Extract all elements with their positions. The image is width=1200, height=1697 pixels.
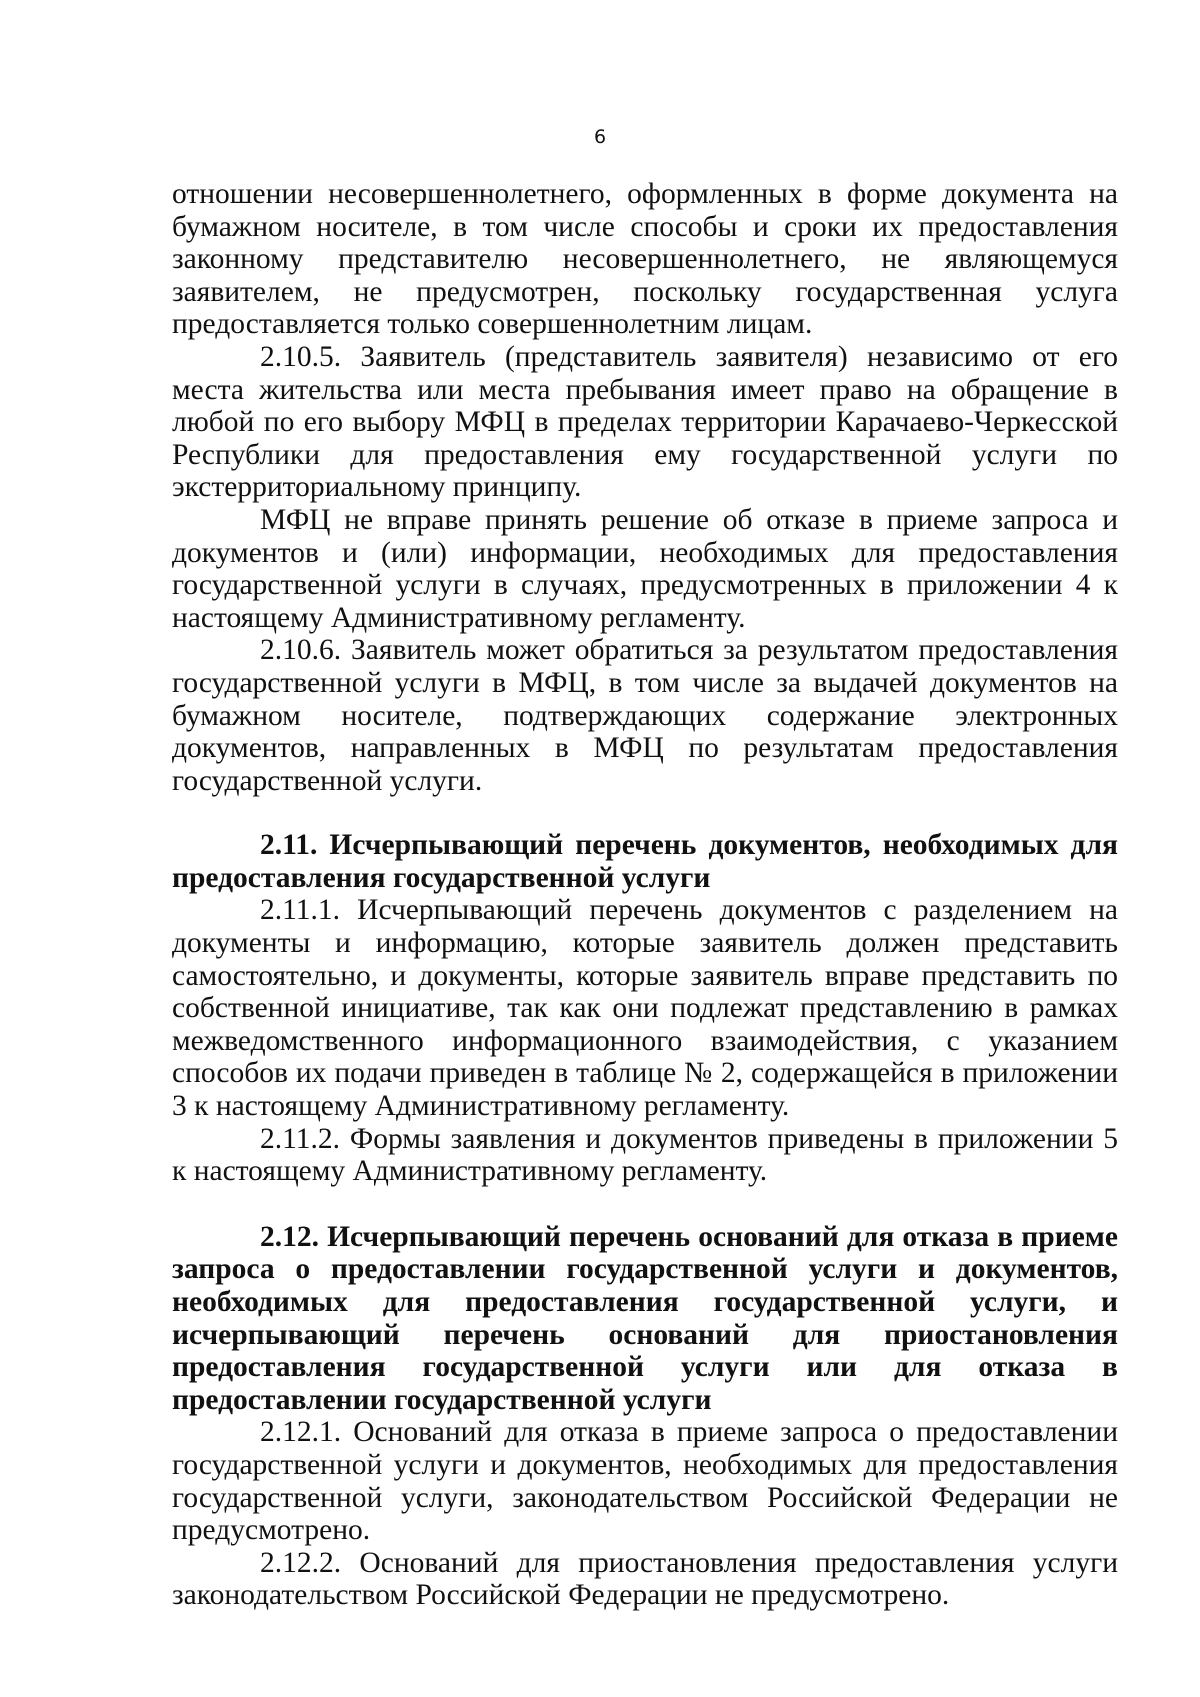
paragraph-2-12-1: 2.12.1. Оснований для отказа в приеме запроса о предоставлении государственной услуги и документов, необходимых для предоставления государственной услуги, законодательством Российской Федерации не предусмотрено. bbox=[172, 1416, 1118, 1547]
page-number: 6 bbox=[593, 126, 607, 148]
section-heading-2-12: 2.12. Исчерпывающий перечень оснований для отказа в приеме запроса о предоставлении государственной услуги и документов, необходимых для предоставления государственной услуги, и исчерпывающий перечень оснований для приостановления предоставления государственной услуги или для отказа в предоставлении государственной услуги bbox=[172, 1220, 1118, 1416]
paragraph-2-12-2: 2.12.2. Оснований для приостановления предоставления услуги законодательством Российской Федерации не предусмотрено. bbox=[172, 1546, 1118, 1612]
paragraph-2-10-5: 2.10.5. Заявитель (представитель заявителя) независимо от его места жительства или места пребывания имеет право на обращение в любой по его выбору МФЦ в пределах территории Карачаево-Черкесской Республики для предоставления ему государственной услуги по экстерриториальному принципу. bbox=[172, 340, 1118, 504]
section-heading-2-11: 2.11. Исчерпывающий перечень документов, необходимых для предоставления государственной услуги bbox=[172, 829, 1118, 894]
paragraph-2-10-6: 2.10.6. Заявитель может обратиться за результатом предоставления государственной услуги в МФЦ, в том числе за выдачей документов на бумажном носителе, подтверждающих содержание электронных документов, направленных в МФЦ по результатам предоставления государственной услуги. bbox=[172, 634, 1118, 797]
paragraph-continuation: отношении несовершеннолетнего, оформленных в форме документа на бумажном носителе, в том числе способы и сроки их предоставления законному представителю несовершеннолетнего, не являющемуся заявителем, не предусмотрен, поскольку государственная услуга предоставляется только совершеннолетним лицам. bbox=[172, 178, 1118, 341]
paragraph-mfc-refusal: МФЦ не вправе принять решение об отказе в приеме запроса и документов и (или) информации, необходимых для предоставления государственной услуги в случаях, предусмотренных в приложении 4 к настоящему Административному регламенту. bbox=[172, 503, 1118, 634]
document-body bbox=[172, 178, 1118, 1612]
paragraph-2-11-2: 2.11.2. Формы заявления и документов приведены в приложении 5 к настоящему Административному регламенту. bbox=[172, 1122, 1118, 1188]
paragraph-2-11-1: 2.11.1. Исчерпывающий перечень документов с разделением на документы и информацию, которые заявитель должен представить самостоятельно, и документы, которые заявитель вправе представить по собственной инициативе, так как они подлежат представлению в рамках межведомственного информационного взаимодействия, с указанием способов их подачи приведен в таблице № 2, содержащейся в приложении 3 к настоящему Административному регламенту. bbox=[172, 894, 1118, 1123]
